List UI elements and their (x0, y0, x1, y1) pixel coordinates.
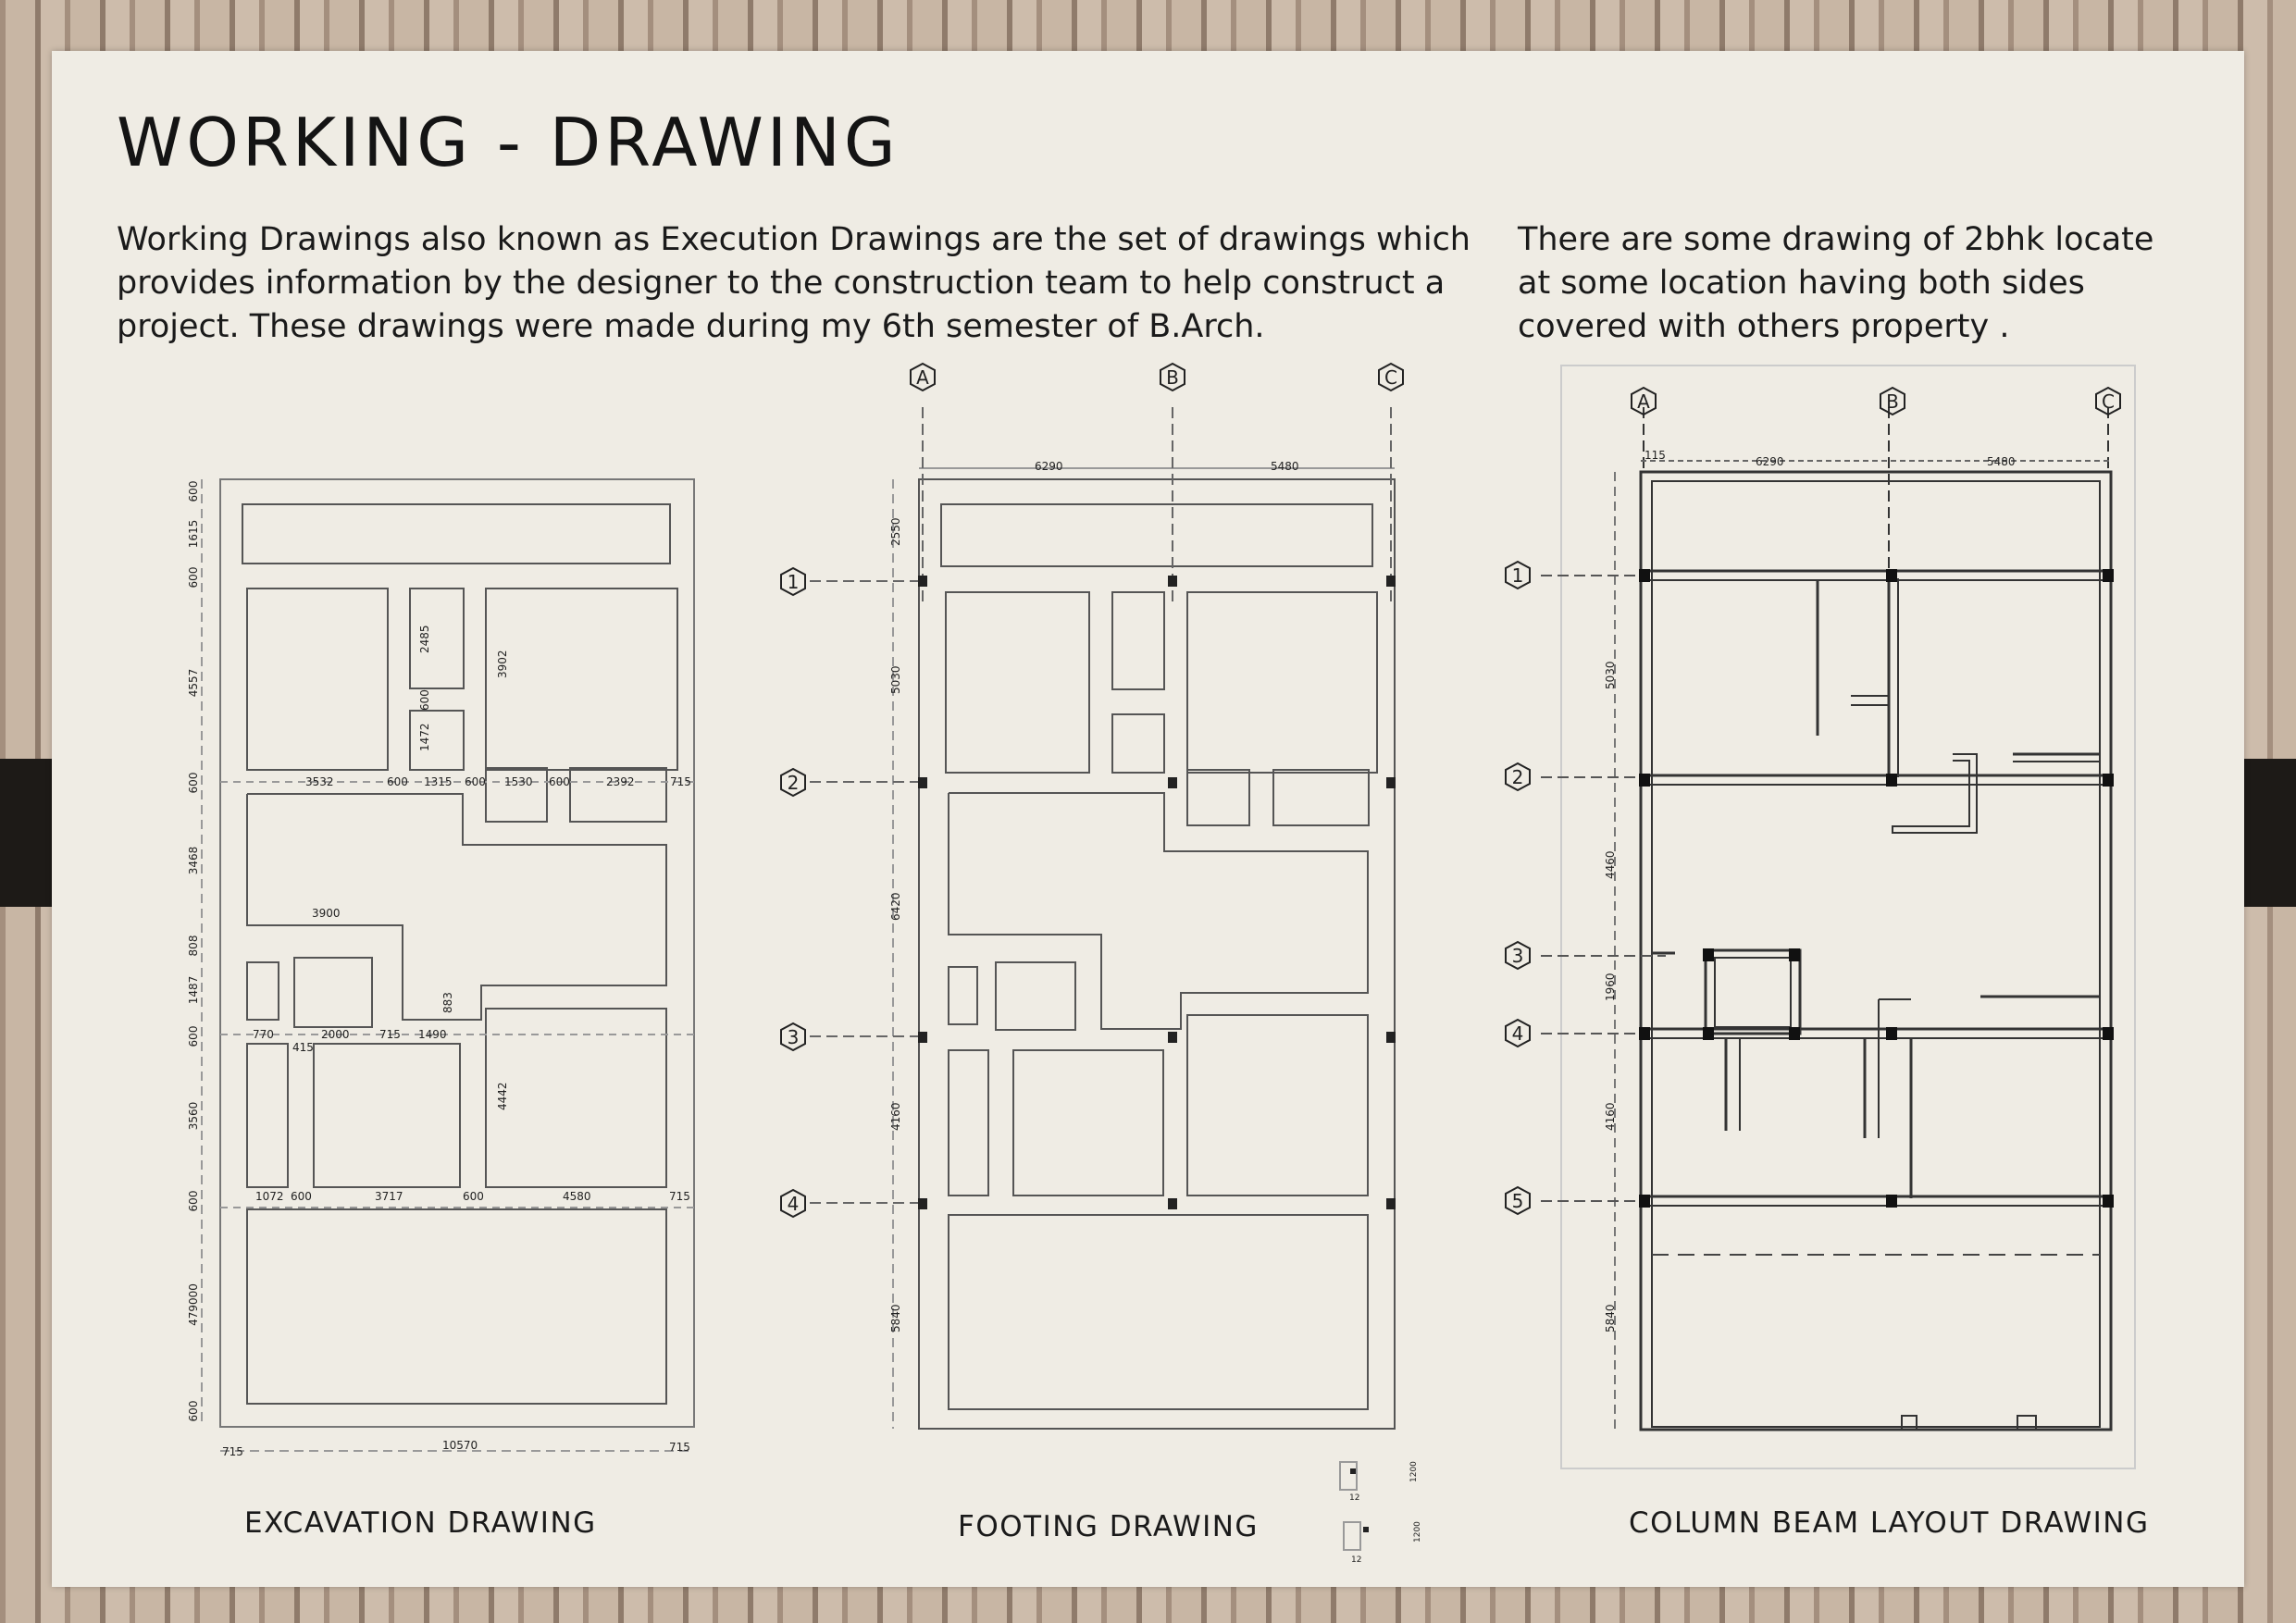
column-grid-b-label: B (1886, 390, 1899, 413)
column-dim-labels (1604, 449, 2016, 1332)
dim-label: 4160 (889, 1102, 902, 1131)
dim-label: 808 (187, 935, 200, 957)
footing-grid-c-label: C (1384, 366, 1397, 389)
dim-label: 3560 (187, 1101, 200, 1131)
dim-label: 415 (292, 1041, 314, 1054)
footing-grid-bubbles (781, 364, 1403, 1217)
column-grid-3-label: 3 (1511, 945, 1524, 967)
dim-label: 715 (669, 1441, 690, 1454)
caption-footing: FOOTING DRAWING (958, 1510, 1259, 1543)
dim-label: 600 (463, 1190, 484, 1203)
dim-label: 115 (1644, 449, 1666, 462)
footing-columns (918, 576, 1396, 1532)
column-grid-c-label: C (2102, 390, 2115, 413)
dim-label: 1472 (418, 723, 431, 751)
dim-label: 600 (465, 775, 486, 788)
dim-label: 600 (187, 1400, 200, 1422)
dim-label: 5030 (889, 665, 902, 694)
dim-label: 1615 (187, 519, 200, 549)
dim-label: 6420 (889, 892, 902, 921)
dim-label: 4160 (1604, 1102, 1617, 1131)
dim-label: 12 (1351, 1555, 1362, 1565)
column-grid-5-label: 5 (1511, 1190, 1524, 1212)
dim-label: 3902 (496, 650, 509, 678)
dim-label: 600 (187, 1190, 200, 1212)
dim-label: 2000 (321, 1028, 350, 1041)
dim-label: 600 (187, 772, 200, 794)
dim-label: 2485 (418, 625, 431, 653)
page-title: WORKING - DRAWING (117, 104, 900, 181)
dim-label: 1487 (187, 975, 200, 1005)
dim-label: 5840 (1604, 1304, 1617, 1332)
dim-label: 2550 (889, 517, 902, 546)
caption-column-beam: COLUMN BEAM LAYOUT DRAWING (1629, 1506, 2150, 1540)
dim-label: 1490 (418, 1028, 447, 1041)
dim-label: 3900 (312, 907, 341, 920)
dim-label: 5030 (1604, 661, 1617, 689)
dim-label: 10570 (442, 1439, 478, 1452)
dim-label: 600 (418, 689, 431, 711)
dim-label: 600 (549, 775, 570, 788)
dim-label: 6290 (1756, 455, 1784, 468)
column-beam-drawing (1541, 365, 2135, 1468)
dim-label: 715 (222, 1445, 243, 1458)
column-beam-columns (1639, 569, 2114, 1208)
footing-drawing (810, 407, 1395, 1550)
caption-excavation: EXCAVATION DRAWING (244, 1506, 597, 1540)
dim-label: 883 (441, 992, 454, 1013)
dim-label: 4460 (1604, 850, 1617, 879)
column-grid-1-label: 1 (1511, 564, 1524, 587)
dim-label: 1960 (1604, 973, 1617, 1001)
dim-label: 600 (187, 1025, 200, 1047)
dim-label: 4442 (496, 1082, 509, 1110)
dim-label: 5480 (1271, 460, 1299, 473)
dim-label: 600 (187, 566, 200, 588)
dim-label: 600 (291, 1190, 312, 1203)
dim-label: 479000 (187, 1283, 200, 1326)
dim-label: 1200 (1409, 1461, 1419, 1482)
dim-label: 715 (669, 1190, 690, 1203)
column-grid-a-label: A (1637, 390, 1650, 413)
column-grid-4-label: 4 (1511, 1022, 1524, 1045)
dim-label: 5480 (1987, 455, 2016, 468)
dim-label: 6290 (1035, 460, 1063, 473)
dim-label: 3717 (375, 1190, 403, 1203)
column-grid-2-label: 2 (1511, 766, 1524, 788)
footing-grid-1-label: 1 (787, 571, 800, 593)
dim-label: 1530 (504, 775, 533, 788)
dim-label: 715 (379, 1028, 401, 1041)
footing-grid-2-label: 2 (787, 772, 800, 794)
intro-paragraph: Working Drawings also known as Execution Drawings are the set of drawings which provides information by the designer to the construction team to help construct a project. These drawings were made during my 6th semester of B.Arch. (117, 221, 1471, 345)
column-grid-bubbles (1506, 388, 2120, 1214)
dim-label: 1315 (424, 775, 453, 788)
dim-label: 600 (387, 775, 408, 788)
note-paragraph: There are some drawing of 2bhk locate at some location having both sides covered with others property . (1518, 221, 2154, 345)
dim-label: 770 (253, 1028, 274, 1041)
dim-label: 12 (1349, 1493, 1360, 1503)
footing-dim-labels (889, 460, 1422, 1565)
dim-label: 2392 (606, 775, 635, 788)
excavation-drawing (202, 479, 694, 1451)
footing-grid-a-label: A (916, 366, 929, 389)
dim-label: 3468 (187, 846, 200, 875)
dim-label: 1072 (255, 1190, 284, 1203)
excavation-dim-labels (187, 481, 691, 1458)
dim-label: 4557 (187, 668, 200, 698)
footing-grid-3-label: 3 (787, 1026, 800, 1048)
footing-grid-4-label: 4 (787, 1193, 800, 1215)
dim-label: 5840 (889, 1304, 902, 1332)
dim-label: 715 (670, 775, 691, 788)
footing-grid-b-label: B (1166, 366, 1179, 389)
dim-label: 1200 (1413, 1521, 1422, 1542)
dim-label: 3532 (305, 775, 334, 788)
dim-label: 4580 (563, 1190, 591, 1203)
dim-label: 600 (187, 480, 200, 502)
